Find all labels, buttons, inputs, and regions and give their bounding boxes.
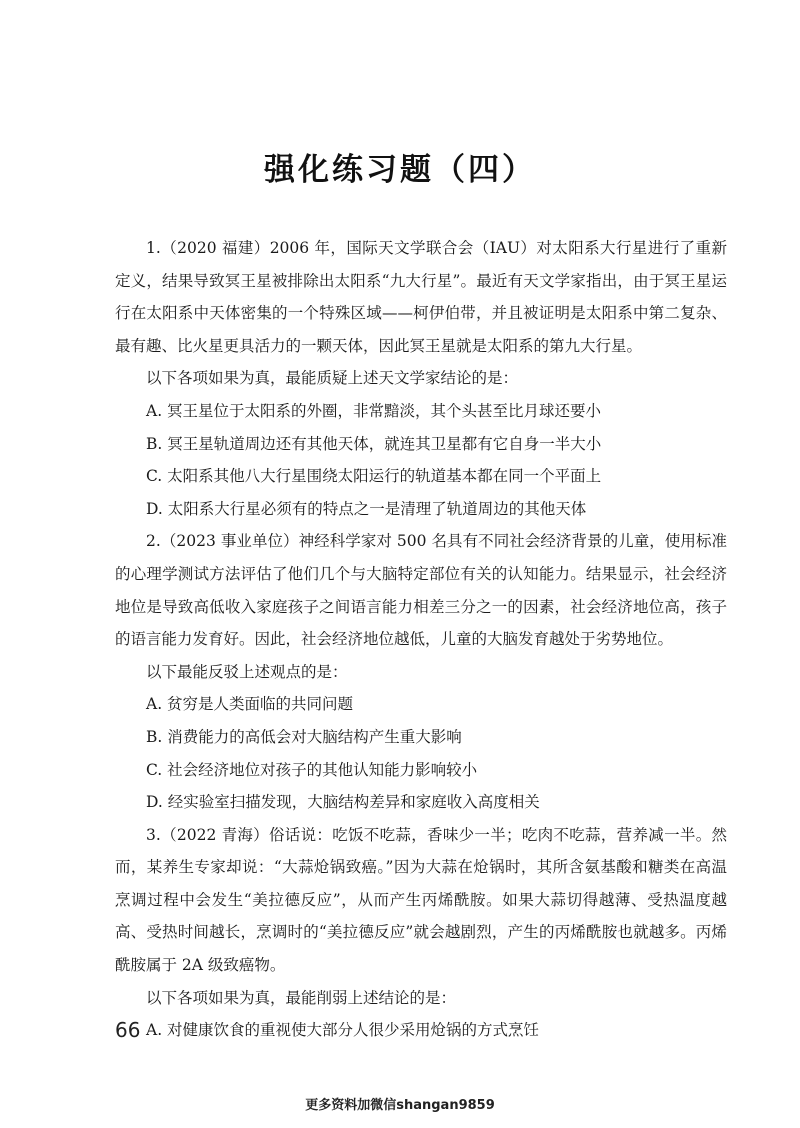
question-1-stem: 1.（2020 福建）2006 年，国际天文学联合会（IAU）对太阳系大行星进行了重新定义，结果导致冥王星被排除出太阳系“九大行星”。最近有天文学家指出，由于冥王星运行在太阳系中天体密集的一个特殊区域——柯伊伯带，并且被证明是太阳系中第二复杂、最有趣、比火星更具活力的一颗天体，因此冥王星就是太阳系的第九大行星。 (115, 239, 727, 355)
question-2-stem: 2.（2023 事业单位）神经科学家对 500 名具有不同社会经济背景的儿童，使用标准的心理学测试方法评估了他们几个与大脑特定部位有关的认知能力。结果显示，社会经济地位是导致高低收入家庭孩子之间语言能力相差三分之一的因素，社会经济地位高，孩子的语言能力发育好。因此，社会经济地位越低，儿童的大脑发育越处于劣势地位。 (115, 532, 727, 649)
question-1-prompt: 以下各项如果为真，最能质疑上述天文学家结论的是： (146, 369, 519, 388)
page-title: 强化练习题（四） (264, 152, 536, 188)
question-1-option-c: C. 太阳系其他八大行星围绕太阳运行的轨道基本都在同一个平面上 (146, 467, 602, 486)
question-3-prompt: 以下各项如果为真，最能削弱上述结论的是： (146, 988, 457, 1007)
question-2-option-a: A. 贫穷是人类面临的共同问题 (146, 695, 354, 714)
question-list (115, 232, 727, 1047)
question-2-option-c: C. 社会经济地位对孩子的其他认知能力影响较小 (146, 760, 478, 779)
question-3-stem: 3.（2022 青海）俗话说：吃饭不吃蒜，香味少一半；吃肉不吃蒜，营养减一半。然而，某养生专家却说：“大蒜炝锅致癌。”因为大蒜在炝锅时，其所含氨基酸和糖类在高温烹调过程中会发生“美拉德反应”，从而产生丙烯酰胺。如果大蒜切得越薄、受热温度越高、受热时间越长，烹调时的“美拉德反应”就会越剧烈，产生的丙烯酰胺也就越多。丙烯酰胺属于 2A 级致癌物。 (115, 825, 727, 975)
question-1-option-b: B. 冥王星轨道周边还有其他天体，就连其卫星都有它自身一半大小 (146, 434, 602, 453)
question-2-option-d: D. 经实验室扫描发现，大脑结构差异和家庭收入高度相关 (146, 793, 540, 812)
question-1-option-a: A. 冥王星位于太阳系的外圈，非常黯淡，其个头甚至比月球还要小 (146, 401, 602, 420)
question-1-option-d: D. 太阳系大行星必须有的特点之一是清理了轨道周边的其他天体 (146, 499, 587, 518)
question-2-option-b: B. 消费能力的高低会对大脑结构产生重大影响 (146, 727, 462, 746)
question-2-prompt: 以下最能反驳上述观点的是： (146, 662, 348, 681)
page-number: 66 (115, 1018, 141, 1042)
question-3-option-a: A. 对健康饮食的重视使大部分人很少采用炝锅的方式烹饪 (146, 1021, 540, 1040)
footer-note: 更多资料加微信shangan9859 (305, 1098, 495, 1113)
